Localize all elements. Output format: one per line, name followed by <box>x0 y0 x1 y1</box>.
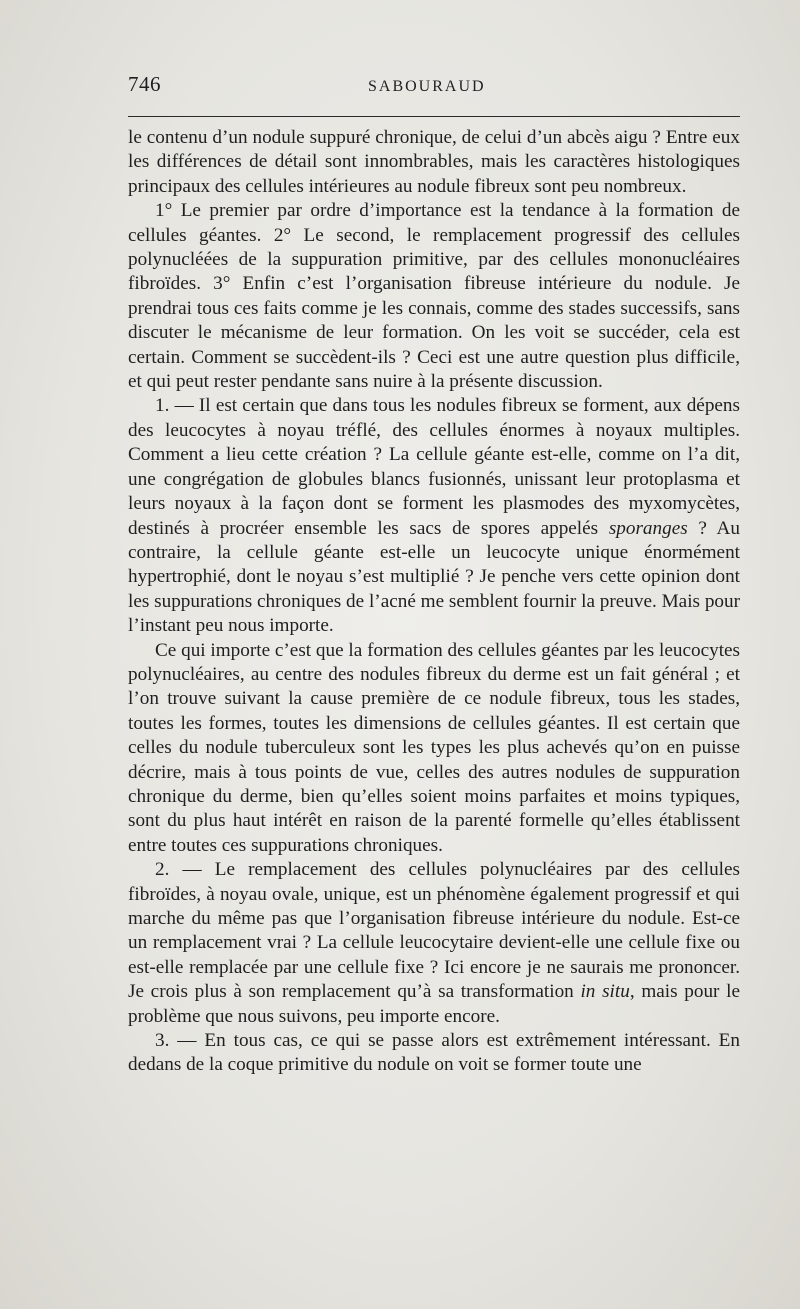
italic-term-in-situ: in situ <box>580 981 630 1003</box>
paragraph-replacement <box>128 858 740 1029</box>
italic-term-sporanges: sporanges <box>608 517 688 539</box>
paragraph-characters: 1° Le premier par ordre d’importance est la tendance à la formation de cellules géantes. 2° Le second, le remplacement progressif des cellules polynucléées de la suppuration primitive, par des cellules mononucléaires fibroïdes. 3° Enfin c’est l’organisation fibreuse intérieure du nodule. Je prendrai tous ces faits comme je les connais, comme des stades successifs, sans discuter le mécanisme de leur formation. On les voit se succéder, cela est certain. Comment se succèdent-ils ? Ceci est une autre question plus difficile, et qui peut rester pendante sans nuire à la présente discussion. <box>128 200 740 393</box>
body-text <box>128 126 740 1078</box>
paragraph-text: 1. — Il est certain que dans tous les nodules fibreux se forment, aux dépens des leucocytes à noyau tréflé, des cellules énormes à noyaux multiples. Comment a lieu cette création ? La cellule géante est-elle, comme on l’a dit, une congrégation de globules blancs fusionnés, unissant leur protoplasma et leurs noyaux à la façon dont se forment les plasmodes des myxomycètes, destinés à procréer ensemble les sacs de spores appelés <box>128 395 740 539</box>
paragraph-continued: le contenu d’un nodule suppuré chronique, de celui d’un abcès aigu ? Entre eux les différences de détail sont innombrables, mais les caractères histologiques principaux des cellules intérieures au nodule fibreux sont peu nombreux. <box>128 127 740 197</box>
header-rule <box>128 116 740 117</box>
paragraph-text: ? Au contraire, la cellule géante est-elle un leucocyte unique énormément hypertrophié, dont le noyau s’est multiplié ? Je penche vers cette opinion dont les suppurations chroniques de l’acné me semblent fournir la preuve. Mais pour l’instant peu nous importe. <box>128 517 740 637</box>
paragraph-general-fact: Ce qui importe c’est que la formation des cellules géantes par les leucocytes polynucléaires, au centre des nodules fibreux du derme est un fait général ; et l’on trouve suivant la cause première de ce nodule fibreux, tous les stades, toutes les formes, toutes les dimensions de cellules géantes. Il est certain que celles du nodule tuberculeux sont les types les plus achevés qu’on en puisse décrire, mais à tous points de vue, celles des autres nodules de suppuration chronique du derme, bien qu’elles soient moins parfaites et moins typiques, sont du plus haut intérêt en raison de la parenté formelle qu’elles établissent entre toutes ces suppurations chroniques. <box>128 639 741 856</box>
paragraph-text: 2. — Le remplacement des cellules polynucléaires par des cellules fibroïdes, à noyau ovale, unique, est un phénomène également progressif et qui marche du même pas que l’organisation fibreuse intérieure du nodule. Est-ce un remplacement vrai ? La cellule leucocytaire devient-elle une cellule fixe ou est-elle remplacée par une cellule fixe ? Ici encore je ne saurais me prononcer. Je crois plus à son remplacement qu’à sa transformation <box>128 859 740 1003</box>
page-number: 746 <box>128 72 161 96</box>
running-head-author: SABOURAUD <box>368 78 486 95</box>
paragraph-text: , mais pour le problème que nous suivons, peu importe encore. <box>128 981 740 1027</box>
paragraph-giant-cells <box>128 394 740 638</box>
paragraph-inner-changes: 3. — En tous cas, ce qui se passe alors est extrêmement intéressant. En dedans de la coque primitive du nodule on voit se former toute une <box>128 1030 740 1076</box>
running-head <box>128 72 740 102</box>
